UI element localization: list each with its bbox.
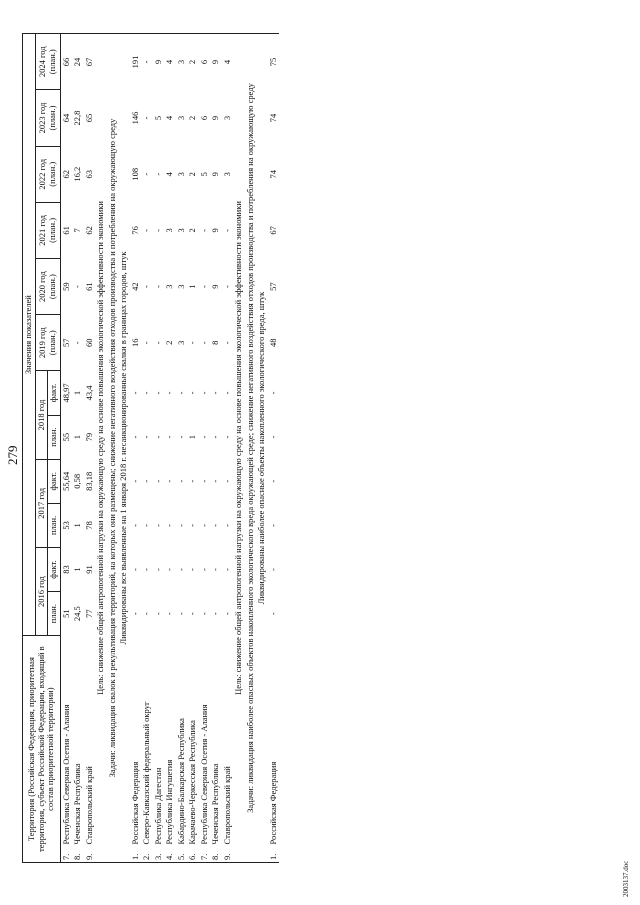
value-cell: 8 xyxy=(210,340,221,345)
table-body xyxy=(60,34,279,863)
value-cell: - xyxy=(141,116,152,120)
row-number: 7. xyxy=(60,846,72,862)
value-cell: 67 xyxy=(267,226,278,235)
value-cell: 60 xyxy=(83,338,94,348)
value-cell: - xyxy=(129,568,140,571)
value-cell: 3 xyxy=(164,284,175,289)
value-cell: - xyxy=(152,391,163,395)
plan-header: план. xyxy=(48,592,61,636)
value-cell: 64 xyxy=(60,113,71,123)
value-cell: - xyxy=(141,341,152,345)
value-cell: - xyxy=(141,285,152,289)
value-cell: 22,8 xyxy=(72,110,83,126)
value-cell: - xyxy=(198,341,209,345)
row-number: 8. xyxy=(72,846,84,862)
year-2021-header: 2021 год (план.) xyxy=(35,202,60,258)
table-row xyxy=(84,34,96,863)
territory-name: Северо-Кавказский федеральный округ xyxy=(141,701,152,845)
territory-name: Чеченская Республика xyxy=(210,763,221,845)
territory-name: Республика Северная Осетия - Алания xyxy=(60,704,71,845)
value-cell: - xyxy=(152,341,163,345)
value-cell: - xyxy=(221,612,232,616)
row-number: 1. xyxy=(130,846,142,862)
value-cell: - xyxy=(164,523,175,527)
year-2020-header: 2020 год (план.) xyxy=(35,259,60,315)
value-cell: 65 xyxy=(83,113,94,123)
value-cell: 1 xyxy=(72,390,83,396)
territory-name: Республика Дагестан xyxy=(152,767,163,845)
value-cell: - xyxy=(198,435,209,439)
year-2024-header: 2024 год (план.) xyxy=(35,34,60,90)
value-cell: - xyxy=(198,523,209,527)
value-cell: 74 xyxy=(267,169,278,179)
value-cell: - xyxy=(187,612,198,616)
territory-name: Ставропольский край xyxy=(221,766,232,845)
value-cell: 24,5 xyxy=(72,606,83,622)
value-cell: 24 xyxy=(72,34,84,90)
value-cell: 3 xyxy=(176,34,188,90)
territory-name: Республика Ингушетия xyxy=(164,759,175,845)
value-cell: - xyxy=(141,612,152,616)
value-cell: - xyxy=(210,568,221,571)
value-cell: - xyxy=(141,229,152,232)
value-cell: 74 xyxy=(267,113,278,123)
value-cell: 48,97 xyxy=(60,383,71,403)
indicator-title: Ликвидированы наиболее опасные объекты накопленного экологического вреда, штук xyxy=(256,34,268,863)
value-cell: - xyxy=(164,391,175,395)
indicator-title-row xyxy=(118,34,130,863)
value-cell: 67 xyxy=(84,34,96,90)
row-number: 4. xyxy=(164,846,176,862)
goal-text: Цель: снижение общей антропогенной нагрузки на окружающую среду на основе повышения экологической эффективности экономики xyxy=(233,34,245,863)
value-cell: - xyxy=(72,285,83,289)
task-text-row xyxy=(107,34,119,863)
territory-name: Ставропольский край xyxy=(83,766,94,845)
territory-name: Российская Федерация xyxy=(267,761,278,845)
value-cell: - xyxy=(164,435,175,439)
row-number: 1. xyxy=(268,846,280,862)
value-cell: 9 xyxy=(210,172,221,177)
value-cell: - xyxy=(141,479,152,483)
value-cell: 3 xyxy=(221,115,232,121)
value-cell: 4 xyxy=(164,172,175,177)
row-number: 7. xyxy=(199,846,211,862)
table-row xyxy=(187,34,199,863)
value-cell: - xyxy=(152,568,163,571)
value-cell: - xyxy=(187,479,198,483)
value-cell: 91 xyxy=(83,565,94,574)
value-cell: - xyxy=(198,285,209,289)
value-cell: - xyxy=(175,612,186,616)
value-cell: - xyxy=(152,479,163,483)
year-2017-header: 2017 год xyxy=(35,459,48,547)
value-cell: - xyxy=(152,435,163,439)
goal-text-row xyxy=(233,34,245,863)
value-cell: - xyxy=(221,341,232,345)
value-cell: 6 xyxy=(198,115,209,121)
value-cell: 5 xyxy=(198,172,209,177)
task-text: Задачи: ликвидация свалок и рекультивация территорий, на которых они размещены; снижение негативного воздействия отходов производства и потребления на окружающую среду xyxy=(107,34,119,863)
indicator-title: Ликвидированы все выявленные на 1 января 2018 г. несанкционированные свалки в границах городов, штук xyxy=(118,34,130,863)
table-row xyxy=(72,34,84,863)
value-cell: - xyxy=(221,391,232,395)
value-cell: - xyxy=(175,523,186,527)
value-cell: 57 xyxy=(60,338,71,348)
row-number: 6. xyxy=(187,846,199,862)
territory-header: Территория (Российская Федерация, приоритетная территория, субъект Российской Федерации, входящий в состав приоритетной территории) xyxy=(23,636,61,863)
value-cell: - xyxy=(129,479,140,483)
territory-name: Карачаево-Черкесская Республика xyxy=(187,720,198,845)
year-2018-header: 2018 год xyxy=(35,371,48,459)
value-cell: - xyxy=(187,391,198,395)
value-cell: 6 xyxy=(199,34,211,90)
value-cell: 108 xyxy=(129,167,140,181)
value-cell: 4 xyxy=(222,34,234,90)
year-2022-header: 2022 год (план.) xyxy=(35,146,60,202)
value-cell: 1 xyxy=(187,284,198,289)
value-cell: 16 xyxy=(129,338,140,348)
value-cell: 51 xyxy=(60,609,71,618)
value-cell: 1 xyxy=(187,434,198,440)
value-cell: - xyxy=(152,523,163,527)
value-cell: 3 xyxy=(175,115,186,121)
value-cell: - xyxy=(210,435,221,439)
value-cell: 55,64 xyxy=(60,471,71,491)
fact-header: факт. xyxy=(48,547,61,591)
value-cell: 42 xyxy=(129,282,140,291)
table-row xyxy=(199,34,211,863)
value-cell: 191 xyxy=(130,34,142,90)
value-cell: - xyxy=(152,612,163,616)
value-cell: - xyxy=(267,568,278,571)
value-cell: 3 xyxy=(164,228,175,233)
value-cell: - xyxy=(267,612,278,616)
value-cell: 62 xyxy=(83,226,94,235)
value-cell: - xyxy=(141,523,152,527)
territory-name: Республика Северная Осетия - Алания xyxy=(198,704,209,845)
value-cell: - xyxy=(210,523,221,527)
table-row xyxy=(210,34,222,863)
row-number: 8. xyxy=(210,846,222,862)
table-row xyxy=(164,34,176,863)
goal-text: Цель: снижение общей антропогенной нагрузки на окружающую среду на основе повышения экологической эффективности экономики xyxy=(95,34,107,863)
value-cell: - xyxy=(221,479,232,483)
value-cell: - xyxy=(267,523,278,527)
value-cell: 83 xyxy=(60,565,71,574)
value-cell: - xyxy=(129,391,140,395)
value-cell: 3 xyxy=(175,172,186,177)
table-row xyxy=(141,34,153,863)
table-row xyxy=(268,34,280,863)
plan-header: план. xyxy=(48,415,61,459)
value-cell: 3 xyxy=(175,340,186,345)
value-cell: - xyxy=(221,285,232,289)
value-cell: 4 xyxy=(164,34,176,90)
value-cell: 3 xyxy=(221,172,232,177)
table-row xyxy=(153,34,165,863)
value-cell: 4 xyxy=(164,115,175,121)
value-cell: 0,58 xyxy=(72,473,83,489)
table-row xyxy=(130,34,142,863)
value-cell: 66 xyxy=(60,34,72,90)
row-number: 3. xyxy=(153,846,165,862)
value-cell: - xyxy=(175,435,186,439)
value-cell: - xyxy=(152,285,163,289)
row-number: 9. xyxy=(222,846,234,862)
value-cell: - xyxy=(129,612,140,616)
values-header: Значения показателей xyxy=(23,34,36,636)
value-cell: - xyxy=(198,479,209,483)
value-cell: - xyxy=(267,479,278,483)
row-number: 5. xyxy=(176,846,188,862)
table-row xyxy=(60,34,72,863)
value-cell: 77 xyxy=(83,609,94,618)
year-2023-header: 2023 год (план.) xyxy=(35,90,60,146)
value-cell: - xyxy=(164,612,175,616)
value-cell: - xyxy=(175,568,186,571)
value-cell: 5 xyxy=(152,115,163,121)
value-cell: - xyxy=(175,391,186,395)
value-cell: - xyxy=(141,172,152,176)
value-cell: 63 xyxy=(83,169,94,179)
value-cell: - xyxy=(198,229,209,232)
fact-header: факт. xyxy=(48,371,61,415)
value-cell: 62 xyxy=(60,169,71,179)
value-cell: - xyxy=(129,523,140,527)
value-cell: 1 xyxy=(72,434,83,440)
value-cell: 76 xyxy=(129,226,140,235)
value-cell: 78 xyxy=(83,521,94,530)
value-cell: 43,4 xyxy=(83,385,94,401)
value-cell: - xyxy=(210,612,221,616)
value-cell: - xyxy=(141,568,152,571)
value-cell: - xyxy=(210,479,221,483)
value-cell: 9 xyxy=(210,228,221,233)
row-number: 9. xyxy=(84,846,96,862)
value-cell: 48 xyxy=(267,338,278,348)
value-cell: - xyxy=(187,523,198,527)
value-cell: - xyxy=(141,435,152,439)
indicators-table xyxy=(22,33,279,863)
value-cell: 57 xyxy=(267,282,278,291)
table-row xyxy=(176,34,188,863)
value-cell: - xyxy=(129,435,140,439)
value-cell: 146 xyxy=(129,111,140,125)
value-cell: - xyxy=(267,391,278,395)
value-cell: 83,18 xyxy=(83,471,94,491)
value-cell: - xyxy=(175,479,186,483)
goal-text-row xyxy=(95,34,107,863)
year-2016-header: 2016 год xyxy=(35,547,48,635)
page-number: 279 xyxy=(5,445,20,465)
value-cell: - xyxy=(141,34,153,90)
year-2019-header: 2019 год (план.) xyxy=(35,315,60,371)
value-cell: 16,2 xyxy=(72,166,83,182)
value-cell: - xyxy=(164,568,175,571)
value-cell: - xyxy=(221,435,232,439)
value-cell: 3 xyxy=(175,228,186,233)
value-cell: - xyxy=(267,435,278,439)
value-cell: 61 xyxy=(83,282,94,291)
task-text-row xyxy=(245,34,257,863)
value-cell: 1 xyxy=(72,523,83,528)
value-cell: 9 xyxy=(153,34,165,90)
file-id: 2003137.doc xyxy=(622,860,630,897)
value-cell: - xyxy=(198,391,209,395)
value-cell: 79 xyxy=(83,432,94,442)
value-cell: 61 xyxy=(60,226,71,235)
value-cell: - xyxy=(221,523,232,527)
value-cell: - xyxy=(221,568,232,571)
territory-name: Кабардино-Балкарская Республика xyxy=(175,718,186,845)
value-cell: 7 xyxy=(72,228,83,233)
value-cell: 9 xyxy=(210,284,221,289)
row-number: 2. xyxy=(141,846,153,862)
value-cell: 75 xyxy=(268,34,280,90)
value-cell: 2 xyxy=(187,228,198,233)
value-cell: 3 xyxy=(175,284,186,289)
task-text: Задачи: ликвидация наиболее опасных объектов накопленного экологического вреда окружающей среде; снижение негативного воздействия отходов производства и потребления на окружающую среду xyxy=(245,34,257,863)
value-cell: 2 xyxy=(187,172,198,177)
value-cell: - xyxy=(198,568,209,571)
value-cell: 2 xyxy=(187,115,198,121)
value-cell: 53 xyxy=(60,521,71,530)
value-cell: - xyxy=(221,229,232,232)
fact-header: факт. xyxy=(48,459,61,503)
territory-name: Российская Федерация xyxy=(129,761,140,845)
value-cell: 2 xyxy=(164,340,175,345)
value-cell: - xyxy=(152,172,163,176)
value-cell: - xyxy=(164,479,175,483)
value-cell: - xyxy=(187,341,198,345)
value-cell: 55 xyxy=(60,432,71,442)
value-cell: 2 xyxy=(187,34,199,90)
table-header xyxy=(23,34,61,863)
indicator-title-row xyxy=(256,34,268,863)
plan-header: план. xyxy=(48,503,61,547)
territory-name: Чеченская Республика xyxy=(72,763,83,845)
value-cell: 9 xyxy=(210,115,221,121)
value-cell: - xyxy=(187,568,198,571)
table-row xyxy=(222,34,234,863)
value-cell: - xyxy=(141,391,152,395)
value-cell: 59 xyxy=(60,282,71,291)
value-cell: - xyxy=(210,391,221,395)
value-cell: 1 xyxy=(72,567,83,572)
value-cell: - xyxy=(72,341,83,345)
value-cell: 9 xyxy=(210,34,222,90)
value-cell: - xyxy=(198,612,209,616)
value-cell: - xyxy=(152,229,163,232)
